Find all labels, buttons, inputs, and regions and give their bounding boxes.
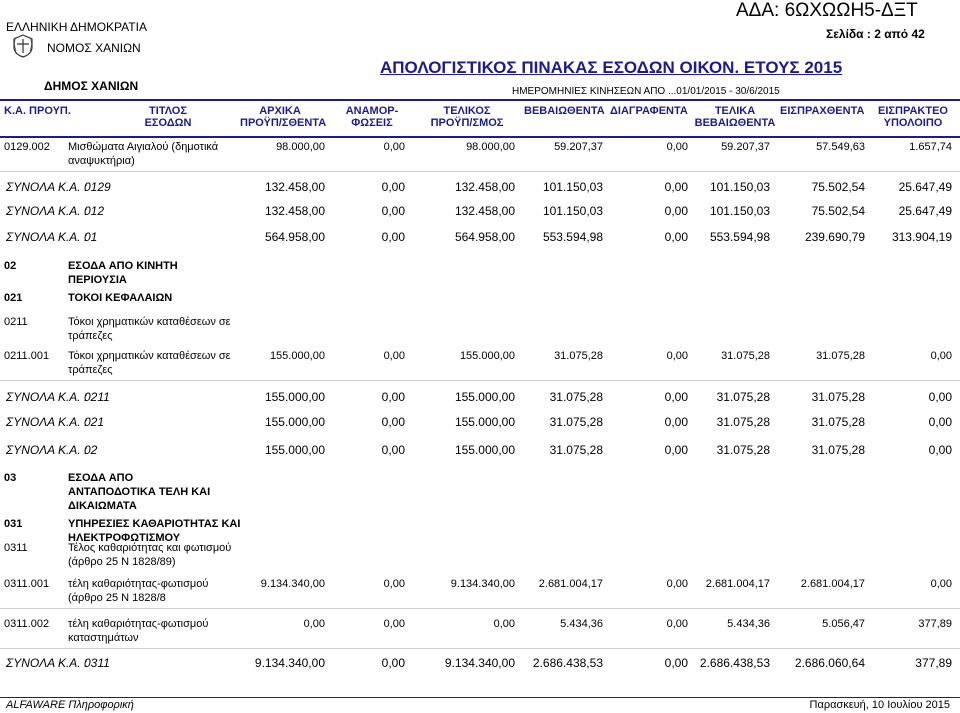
- row-value: 0,00: [666, 350, 688, 362]
- col-titlos: ΤΙΤΛΟΣ ΕΣΟΔΩΝ: [144, 105, 192, 129]
- row-value: 75.502,54: [811, 180, 865, 194]
- row-value: 9.134.340,00: [450, 578, 515, 590]
- row-value: 0,00: [928, 415, 952, 429]
- row-value: 155.000,00: [269, 350, 325, 362]
- row-value: 0,00: [383, 618, 405, 630]
- col-eispraxthenta: ΕΙΣΠΡΑΧΘΕΝΤΑ: [780, 105, 865, 117]
- row-value: 2.686.438,53: [532, 656, 603, 670]
- row-value: 2.686.060,64: [794, 656, 865, 670]
- row-value: 155.000,00: [454, 443, 515, 457]
- row-value: 31.075,28: [549, 443, 603, 457]
- footer-rule: [0, 697, 960, 698]
- row-value: 377,89: [915, 656, 952, 670]
- row-value: 2.686.438,53: [699, 656, 770, 670]
- row-value: 98.000,00: [276, 141, 325, 153]
- row-value: 0,00: [930, 350, 952, 362]
- row-value: 2.681.004,17: [705, 578, 770, 590]
- row-value: 0,00: [381, 390, 405, 404]
- total-label: ΣΥΝΟΛΑ Κ.Α. :: [6, 180, 88, 194]
- row-value: 101.150,03: [542, 180, 603, 194]
- row-code: 021: [4, 292, 23, 304]
- row-title: τέλη καθαριότητας-φωτισμού: [68, 618, 209, 630]
- total-label: ΣΥΝΟΛΑ Κ.Α. :: [6, 390, 88, 404]
- total-label: ΣΥΝΟΛΑ Κ.Α. :: [6, 230, 88, 244]
- report-title: ΑΠΟΛΟΓΙΣΤΙΚΟΣ ΠΙΝΑΚΑΣ ΕΣΟΔΩΝ ΟΙΚΟΝ. ΕΤΟΥΣ 2015: [380, 58, 843, 77]
- ada-code: ΑΔΑ: 6ΩΧΩΩΗ5-ΔΞΤ: [736, 0, 918, 21]
- total-code: 021: [84, 415, 105, 429]
- row-value: 1.657,74: [909, 141, 952, 153]
- row-value: 564.958,00: [454, 230, 515, 244]
- row-value: 31.075,28: [554, 350, 603, 362]
- row-value: 0,00: [381, 230, 405, 244]
- row-value: 0,00: [303, 618, 325, 630]
- total-code: 0311: [84, 656, 110, 670]
- row-value: 0,00: [383, 350, 405, 362]
- col-diagrafenta: ΔΙΑΓΡΑΦΕΝΤΑ: [610, 105, 688, 117]
- row-value: 9.134.340,00: [444, 656, 515, 670]
- row-value: 0,00: [666, 578, 688, 590]
- row-value: 0,00: [928, 390, 952, 404]
- row-value: 59.207,37: [554, 141, 603, 153]
- row-code: 0211: [4, 316, 28, 328]
- row-value: 9.134.340,00: [254, 656, 325, 670]
- row-value: 31.075,28: [716, 390, 770, 404]
- col-anamorfoseis: ΑΝΑΜΟΡ- ΦΩΣΕΙΣ: [345, 105, 399, 129]
- row-value: 25.647,49: [898, 204, 952, 218]
- row-value: 9.134.340,00: [260, 578, 325, 590]
- footer-vendor: ALFAWARE Πληροφορική: [6, 699, 134, 711]
- row-title: ΕΣΟΔΑ ΑΠΟ: [68, 472, 134, 484]
- row-value: 31.075,28: [549, 390, 603, 404]
- row-value: 0,00: [383, 141, 405, 153]
- row-value: 2.681.004,17: [538, 578, 603, 590]
- header-band-bottom: [0, 136, 960, 138]
- republic-label: ΕΛΛΗΝΙΚΗ ΔΗΜΟΚΡΑΤΙΑ: [6, 20, 147, 34]
- row-value: 31.075,28: [716, 415, 770, 429]
- row-code: 0311.001: [4, 578, 50, 590]
- row-code: 02: [4, 260, 17, 272]
- col-arxika: ΑΡΧΙΚΑ ΠΡΟΫΠ/ΣΘΕΝΤΑ: [240, 105, 327, 129]
- row-code: 0211.001: [4, 350, 50, 362]
- row-value: 5.056,47: [822, 618, 865, 630]
- row-code: 0311.002: [4, 618, 50, 630]
- row-value: 132.458,00: [454, 204, 515, 218]
- row-title: ΕΣΟΔΑ ΑΠΟ ΚΙΝΗΤΗ: [68, 260, 178, 272]
- prefecture-label: ΝΟΜΟΣ ΧΑΝΙΩΝ: [47, 41, 141, 55]
- row-value: 0,00: [666, 141, 688, 153]
- row-value: 57.549,63: [816, 141, 865, 153]
- row-value: 564.958,00: [264, 230, 325, 244]
- row-value: 5.434,36: [560, 618, 603, 630]
- row-value: 0,00: [928, 443, 952, 457]
- row-value: 132.458,00: [264, 180, 325, 194]
- row-value: 59.207,37: [721, 141, 770, 153]
- row-title: ΤΟΚΟΙ ΚΕΦΑΛΑΙΩΝ: [68, 292, 173, 304]
- row-title: Τόκοι χρηματικών καταθέσεων σε: [68, 316, 231, 328]
- row-value: 132.458,00: [454, 180, 515, 194]
- row-value: 0,00: [381, 443, 405, 457]
- row-value: 313.904,19: [891, 230, 952, 244]
- row-value: 155.000,00: [264, 415, 325, 429]
- row-title: ΑΝΤΑΠΟΔΟΤΙΚΑ ΤΕΛΗ ΚΑΙ: [68, 486, 211, 498]
- row-title: (άρθρο 25 Ν 1828/8: [68, 592, 166, 604]
- row-value: 0,00: [383, 578, 405, 590]
- row-title: ΠΕΡΙΟΥΣΙΑ: [68, 274, 127, 286]
- row-value: 0,00: [381, 656, 405, 670]
- row-value: 2.681.004,17: [800, 578, 865, 590]
- row-value: 0,00: [664, 656, 688, 670]
- row-value: 0,00: [664, 230, 688, 244]
- row-value: 239.690,79: [804, 230, 865, 244]
- row-code: 03: [4, 472, 17, 484]
- row-value: 31.075,28: [716, 443, 770, 457]
- row-value: 101.150,03: [542, 204, 603, 218]
- row-value: 155.000,00: [264, 390, 325, 404]
- row-value: 155.000,00: [264, 443, 325, 457]
- row-value: 31.075,28: [811, 415, 865, 429]
- row-title: ΔΙΚΑΙΩΜΑΤΑ: [68, 500, 137, 512]
- row-value: 101.150,03: [709, 180, 770, 194]
- row-title: τράπεζες: [68, 364, 113, 376]
- row-value: 0,00: [381, 415, 405, 429]
- total-label: ΣΥΝΟΛΑ Κ.Α. :: [6, 656, 88, 670]
- row-separator: [0, 171, 960, 172]
- total-code: 0211: [84, 390, 110, 404]
- row-value: 155.000,00: [454, 390, 515, 404]
- total-label: ΣΥΝΟΛΑ Κ.Α. :: [6, 443, 88, 457]
- col-ka: Κ.Α. ΠΡΟΥΠ.: [4, 105, 71, 117]
- row-value: 0,00: [664, 204, 688, 218]
- row-code: 031: [4, 518, 23, 530]
- row-value: 31.075,28: [811, 443, 865, 457]
- col-bebaiothenta: ΒΕΒΑΙΩΘΕΝΤΑ: [524, 105, 605, 117]
- page-number: Σελίδα : 2 από 42: [826, 27, 925, 41]
- row-value: 0,00: [664, 443, 688, 457]
- row-value: 132.458,00: [264, 204, 325, 218]
- total-code: 01: [84, 230, 98, 244]
- row-value: 75.502,54: [811, 204, 865, 218]
- col-telika: ΤΕΛΙΚΑ ΒΕΒΑΙΩΘΕΝΤΑ: [694, 105, 776, 129]
- row-value: 553.594,98: [709, 230, 770, 244]
- date-range: ΗΜΕΡΟΜΗΝΙΕΣ ΚΙΝΗΣΕΩΝ ΑΠΟ ...01/01/2015 - 30/6/2015: [512, 86, 780, 97]
- row-value: 98.000,00: [466, 141, 515, 153]
- row-value: 553.594,98: [542, 230, 603, 244]
- row-title: αναψυκτήρια): [68, 155, 135, 167]
- row-title: ΥΠΗΡΕΣΙΕΣ ΚΑΘΑΡΙΟΤΗΤΑΣ ΚΑΙ: [68, 518, 241, 530]
- total-code: 0129: [84, 180, 111, 194]
- row-title: ΗΛΕΚΤΡΟΦΩΤΙΣΜΟΥ: [68, 532, 181, 544]
- row-title: (άρθρο 25 Ν 1828/89): [68, 556, 176, 568]
- col-eisprakteo: ΕΙΣΠΡΑΚΤΕΟ ΥΠΟΛΟΙΠΟ: [878, 105, 948, 129]
- total-code: 02: [84, 443, 98, 457]
- row-value: 5.434,36: [727, 618, 770, 630]
- row-value: 0,00: [666, 618, 688, 630]
- row-value: 31.075,28: [816, 350, 865, 362]
- row-value: 0,00: [493, 618, 515, 630]
- row-separator: [0, 648, 960, 649]
- coat-of-arms-icon: [12, 33, 34, 59]
- row-separator: [0, 608, 960, 609]
- row-value: 31.075,28: [549, 415, 603, 429]
- total-label: ΣΥΝΟΛΑ Κ.Α. :: [6, 415, 88, 429]
- row-value: 0,00: [664, 180, 688, 194]
- row-value: 377,89: [918, 618, 952, 630]
- row-value: 31.075,28: [811, 390, 865, 404]
- row-title: καταστημάτων: [68, 632, 139, 644]
- municipality-label: ΔΗΜΟΣ ΧΑΝΙΩΝ: [44, 79, 139, 93]
- total-label: ΣΥΝΟΛΑ Κ.Α. :: [6, 204, 88, 218]
- header-band-top: [0, 99, 960, 101]
- row-value: 0,00: [381, 180, 405, 194]
- row-title: Τέλος καθαριότητας και φωτισμού: [68, 542, 232, 554]
- row-value: 155.000,00: [459, 350, 515, 362]
- row-value: 155.000,00: [454, 415, 515, 429]
- row-value: 0,00: [664, 390, 688, 404]
- footer-date: Παρασκευή, 10 Ιουλίου 2015: [809, 699, 950, 711]
- row-code: 0129.002: [4, 141, 50, 153]
- row-value: 31.075,28: [721, 350, 770, 362]
- row-value: 101.150,03: [709, 204, 770, 218]
- row-value: 0,00: [381, 204, 405, 218]
- row-value: 25.647,49: [898, 180, 952, 194]
- total-code: 012: [84, 204, 105, 218]
- row-title: Τόκοι χρηματικών καταθέσεων σε: [68, 350, 231, 362]
- row-code: 0311: [4, 542, 28, 554]
- row-title: Μισθώματα Αιγιαλού (δημοτικά: [68, 141, 219, 153]
- row-title: τράπεζες: [68, 330, 113, 342]
- row-value: 0,00: [664, 415, 688, 429]
- row-title: τέλη καθαριότητας-φωτισμού: [68, 578, 209, 590]
- row-value: 0,00: [930, 578, 952, 590]
- row-separator: [0, 380, 960, 381]
- col-telikos: ΤΕΛΙΚΟΣ ΠΡΟΫΠ/ΣΜΟΣ: [430, 105, 504, 129]
